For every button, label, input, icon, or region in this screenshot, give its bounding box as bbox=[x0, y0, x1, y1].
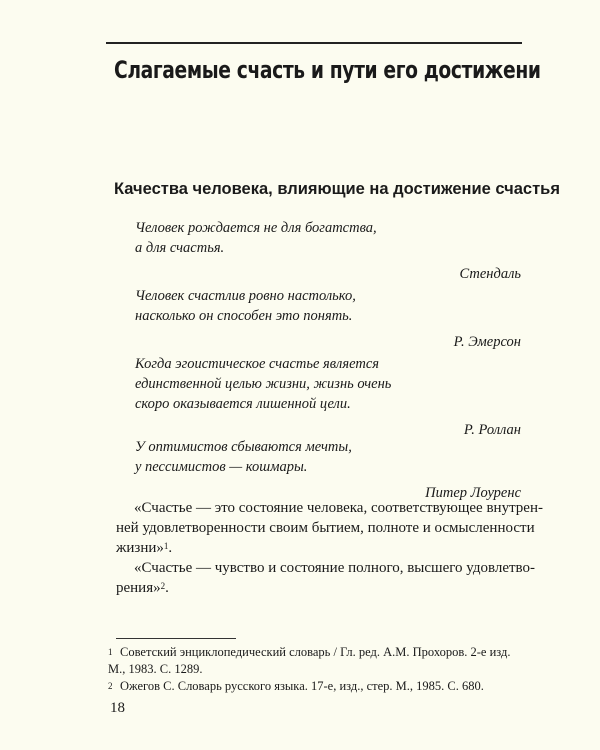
footnote-1-cont: М., 1983. С. 1289. bbox=[108, 662, 203, 676]
body-line: рения»$^2$. bbox=[116, 580, 169, 596]
epigraph-line: Человек счастлив ровно настолько, bbox=[135, 288, 356, 304]
epigraph-emerson bbox=[135, 286, 521, 352]
body-line: «Счастье — это состояние человека, соответствующее внутрен- bbox=[134, 500, 543, 516]
footnotes bbox=[108, 644, 528, 695]
epigraph-author: Стендаль bbox=[459, 266, 521, 282]
epigraph-line: Человек рождается не для богатства, bbox=[135, 220, 377, 236]
footnote-ref-2: 2 bbox=[160, 581, 166, 591]
page-number: 18 bbox=[110, 700, 125, 716]
section-title: Качества человека, влияющие на достижение счастья bbox=[114, 180, 560, 198]
body-text bbox=[116, 498, 543, 598]
epigraph-author: Р. Эмерсон bbox=[453, 334, 521, 350]
footnote-ref-1: 1 bbox=[163, 541, 169, 551]
epigraph-rolland bbox=[135, 354, 521, 440]
body-line: «Счастье — чувство и состояние полного, высшего удовлетво- bbox=[134, 560, 536, 576]
epigraph-line: у пессимистов — кошмары. bbox=[135, 459, 308, 475]
footnote-rule bbox=[116, 638, 236, 639]
epigraph-line: Когда эгоистическое счастье является bbox=[135, 356, 380, 372]
epigraph-author: Питер Лоуренс bbox=[425, 485, 521, 501]
epigraph-line: скоро оказывается лишенной цели. bbox=[135, 396, 351, 412]
body-line: ней удовлетворенности своим бытием, полноте и осмысленности bbox=[116, 520, 535, 536]
header-rule bbox=[106, 42, 522, 44]
epigraph-line: единственной целью жизни, жизнь очень bbox=[135, 376, 392, 392]
epigraph-line: а для счастья. bbox=[135, 240, 225, 256]
epigraph-stendhal bbox=[135, 218, 521, 284]
footnote-1: 1 Советский энциклопедический словарь / Гл. ред. А.М. Прохоров. 2-е изд. bbox=[108, 645, 511, 659]
footnote-2: 2 Ожегов С. Словарь русского языка. 17-е, изд., стер. М., 1985. С. 680. bbox=[108, 679, 484, 693]
epigraph-author: Р. Роллан bbox=[463, 422, 521, 438]
epigraph-line: насколько он способен это понять. bbox=[135, 308, 353, 324]
epigraph-lawrence bbox=[135, 437, 521, 503]
chapter-title: Слагаемые счасть и пути его достижени bbox=[114, 56, 541, 84]
epigraph-line: У оптимистов сбываются мечты, bbox=[135, 439, 352, 455]
body-line: жизни»$^1$. bbox=[116, 540, 173, 556]
